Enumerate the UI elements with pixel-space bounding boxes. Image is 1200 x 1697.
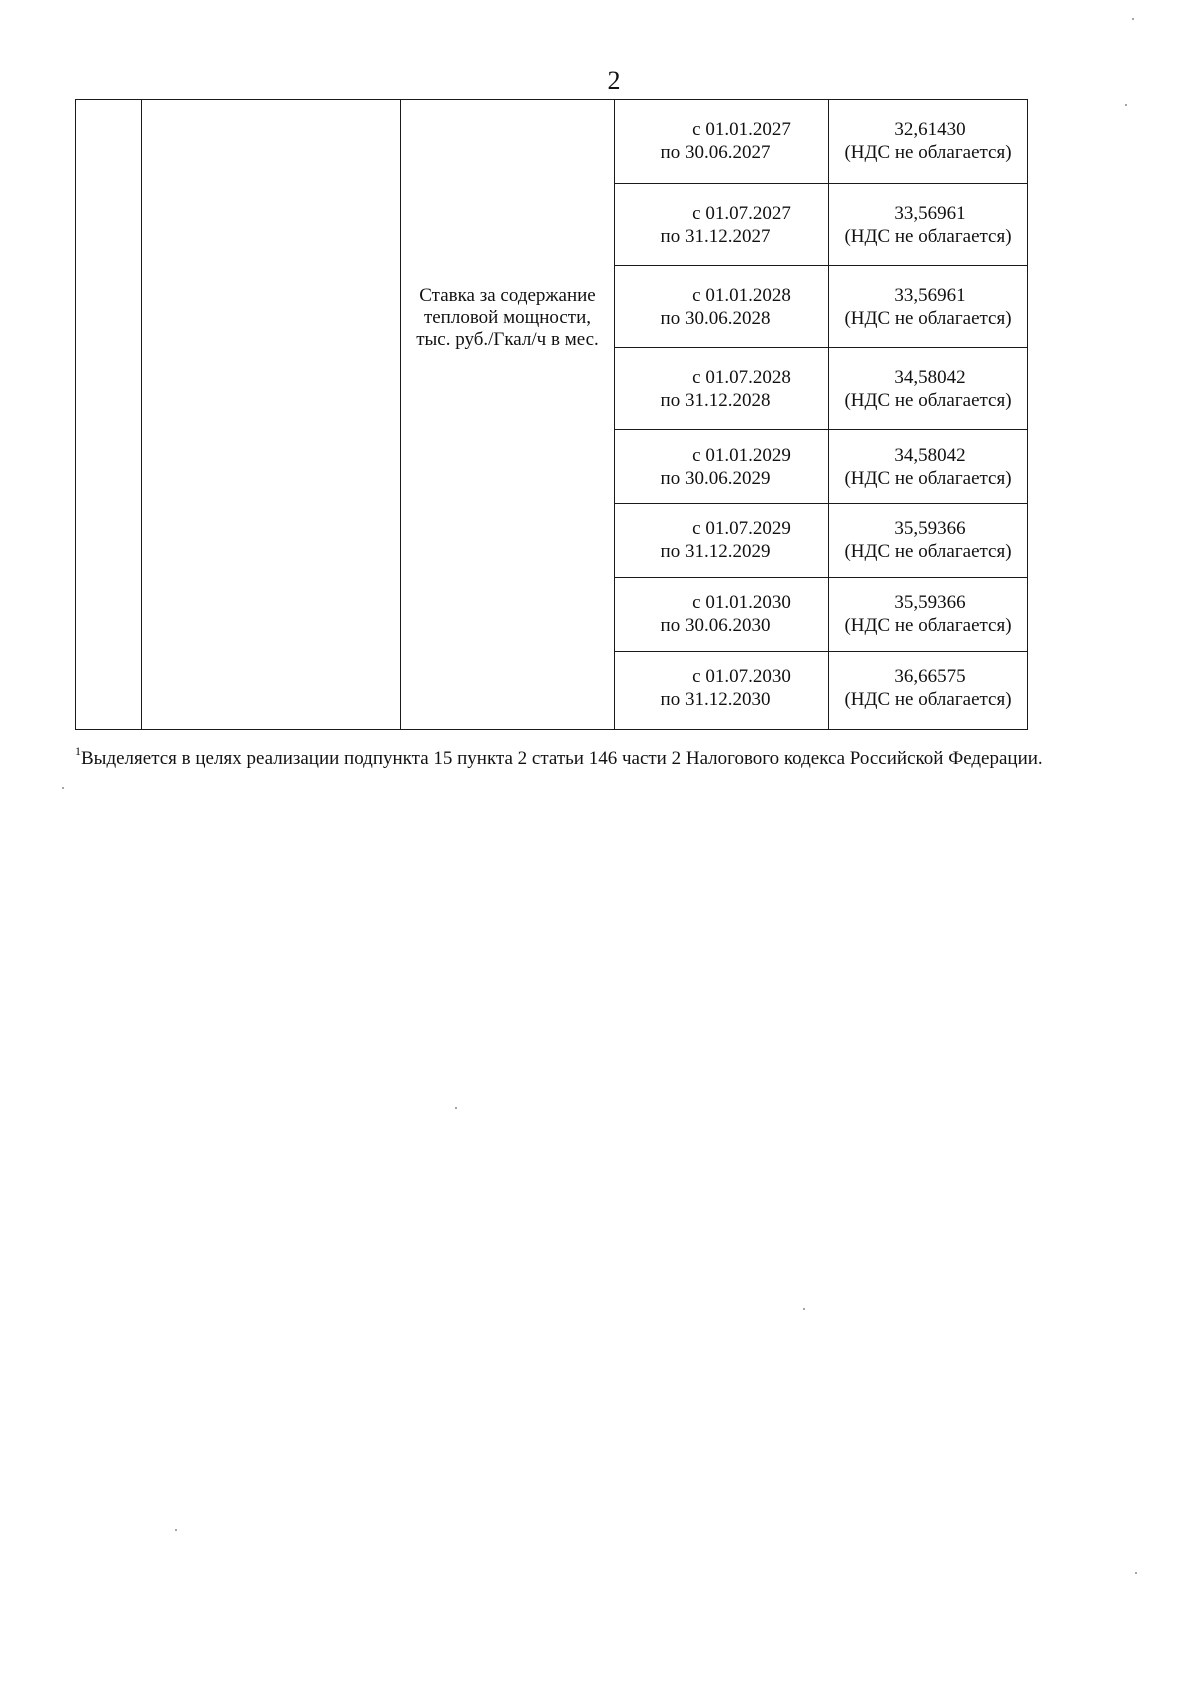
tariff-value: 32,61430 bbox=[894, 119, 966, 140]
value-cell bbox=[829, 100, 1028, 184]
period-cell bbox=[615, 504, 829, 578]
vat-note: (НДС не облагается) bbox=[844, 226, 1012, 247]
scan-speck bbox=[1125, 104, 1127, 106]
scan-speck bbox=[455, 1107, 457, 1109]
period-from: с 01.07.2030 bbox=[692, 666, 791, 687]
period-from: с 01.07.2027 bbox=[692, 203, 791, 224]
vat-note: (НДС не облагается) bbox=[844, 390, 1012, 411]
page-number: 2 bbox=[607, 66, 621, 95]
period-from: с 01.01.2027 bbox=[692, 119, 791, 140]
tariff-value: 34,58042 bbox=[894, 445, 966, 466]
vat-note: (НДС не облагается) bbox=[844, 689, 1012, 710]
scan-speck bbox=[175, 1529, 177, 1531]
period-cell bbox=[615, 578, 829, 652]
value-cell bbox=[829, 652, 1028, 730]
row-number-cell bbox=[76, 100, 142, 730]
period-cell bbox=[615, 348, 829, 430]
parameter-label-cell: Ставка за содержание тепловой мощности, тыс. руб./Гкал/ч в мес. bbox=[401, 100, 615, 730]
period-cell bbox=[615, 266, 829, 348]
period-from: с 01.01.2030 bbox=[692, 592, 791, 613]
value-cell bbox=[829, 578, 1028, 652]
period-to: по 30.06.2030 bbox=[660, 615, 771, 636]
footnote-text: Выделяется в целях реализации подпункта 15 пункта 2 статьи 146 части 2 Налогового кодекса Российской Федерации. bbox=[81, 748, 1043, 769]
tariff-value: 36,66575 bbox=[894, 666, 966, 687]
value-cell bbox=[829, 504, 1028, 578]
vat-note: (НДС не облагается) bbox=[844, 541, 1012, 562]
organization-cell bbox=[142, 100, 401, 730]
scan-speck bbox=[803, 1308, 805, 1310]
value-cell bbox=[829, 184, 1028, 266]
period-from: с 01.07.2028 bbox=[692, 367, 791, 388]
table-row bbox=[76, 100, 1028, 184]
period-to: по 31.12.2027 bbox=[660, 226, 771, 247]
vat-note: (НДС не облагается) bbox=[844, 468, 1012, 489]
footnote-marker: 1 bbox=[75, 743, 81, 758]
tariff-value: 33,56961 bbox=[894, 285, 966, 306]
period-to: по 31.12.2030 bbox=[660, 689, 771, 710]
period-to: по 30.06.2028 bbox=[660, 308, 771, 329]
scan-speck bbox=[1135, 1572, 1137, 1574]
scan-speck bbox=[62, 787, 64, 789]
tariff-value: 34,58042 bbox=[894, 367, 966, 388]
period-cell bbox=[615, 430, 829, 504]
period-cell bbox=[615, 652, 829, 730]
period-from: с 01.01.2029 bbox=[692, 445, 791, 466]
tariff-value: 35,59366 bbox=[894, 518, 966, 539]
period-to: по 30.06.2027 bbox=[660, 142, 771, 163]
period-cell bbox=[615, 184, 829, 266]
value-cell bbox=[829, 266, 1028, 348]
footnote bbox=[75, 743, 1043, 771]
period-from: с 01.07.2029 bbox=[692, 518, 791, 539]
period-to: по 31.12.2029 bbox=[660, 541, 771, 562]
tariff-table bbox=[75, 99, 1028, 730]
tariff-value: 35,59366 bbox=[894, 592, 966, 613]
value-cell bbox=[829, 348, 1028, 430]
tariff-value: 33,56961 bbox=[894, 203, 966, 224]
value-cell bbox=[829, 430, 1028, 504]
period-from: с 01.01.2028 bbox=[692, 285, 791, 306]
vat-note: (НДС не облагается) bbox=[844, 142, 1012, 163]
period-to: по 30.06.2029 bbox=[660, 468, 771, 489]
period-cell bbox=[615, 100, 829, 184]
period-to: по 31.12.2028 bbox=[660, 390, 771, 411]
scan-speck bbox=[1132, 18, 1134, 20]
vat-note: (НДС не облагается) bbox=[844, 615, 1012, 636]
vat-note: (НДС не облагается) bbox=[844, 308, 1012, 329]
